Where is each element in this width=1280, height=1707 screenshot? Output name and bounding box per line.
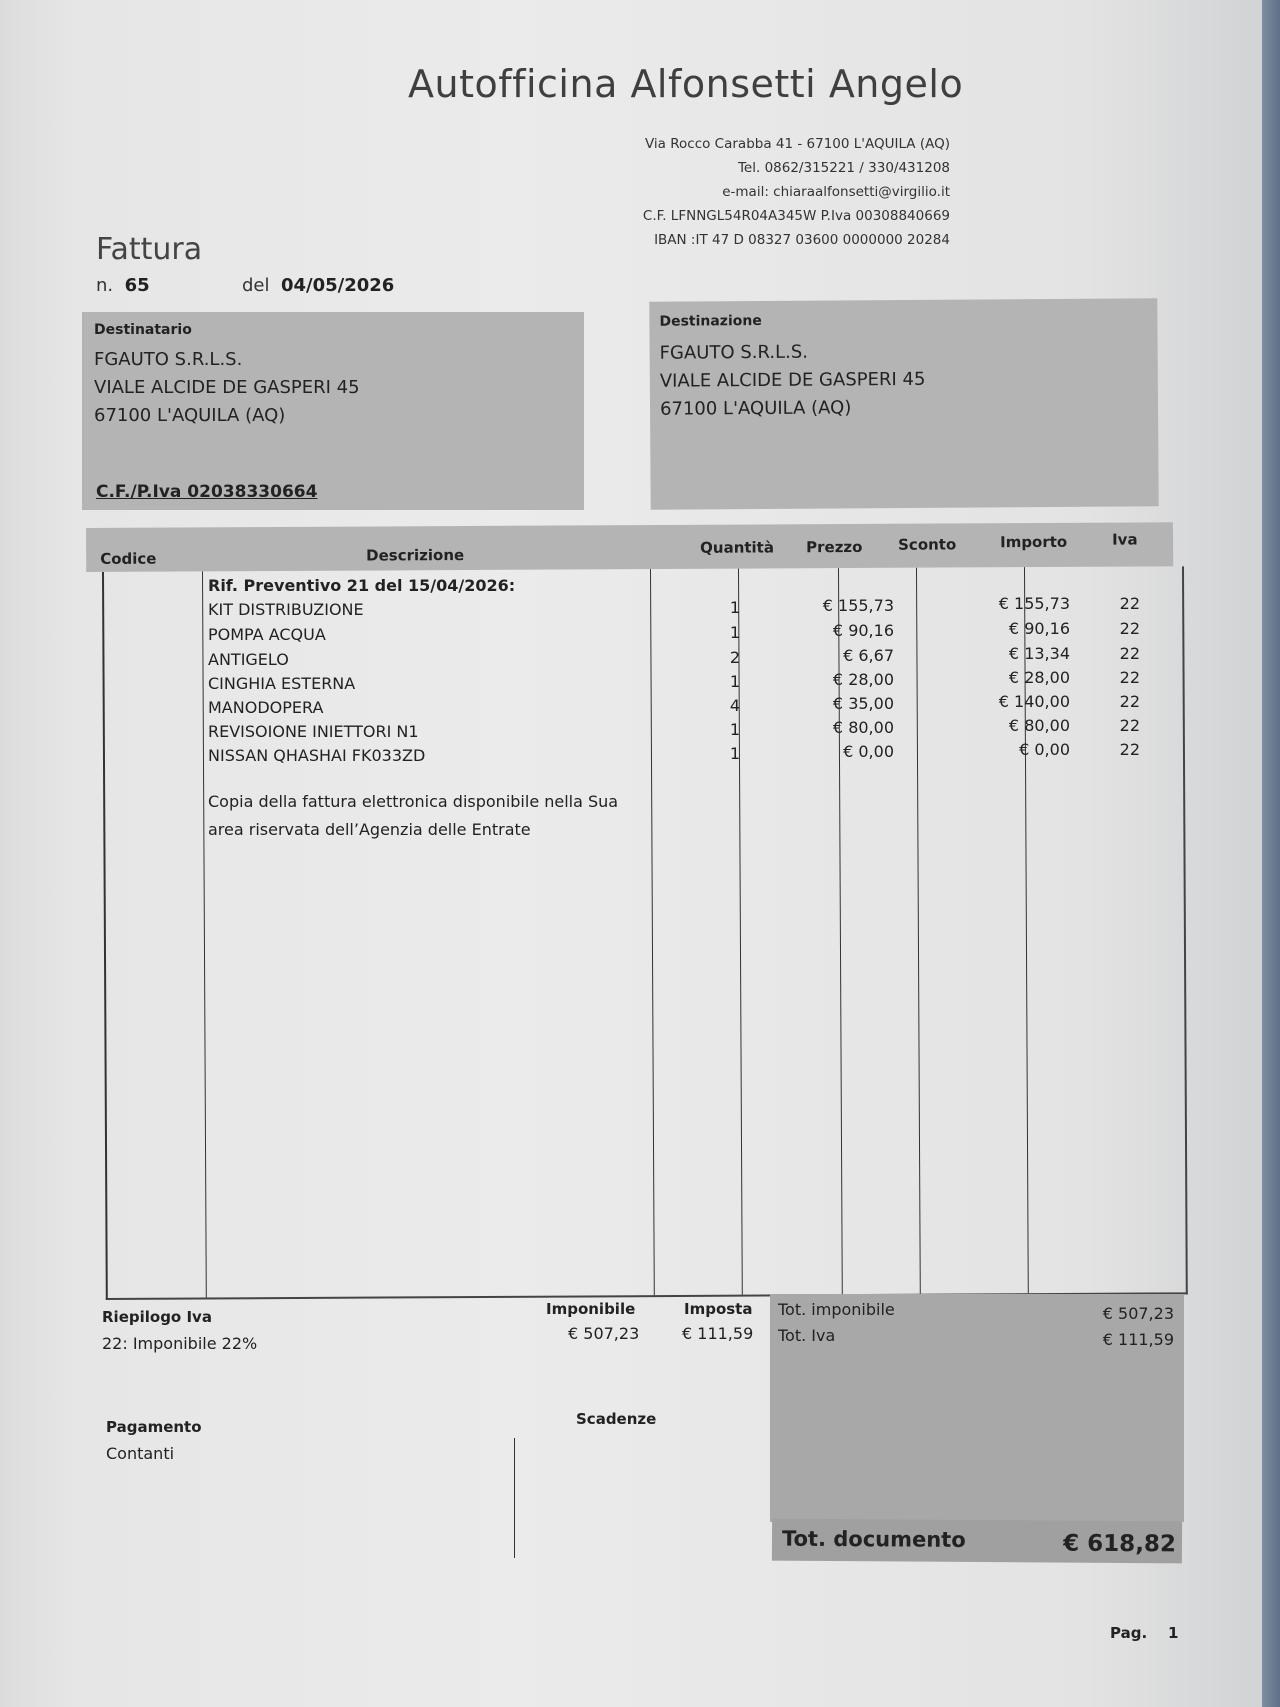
row-description: CINGHIA ESTERNA xyxy=(208,674,356,693)
recipient-street: VIALE ALCIDE DE GASPERI 45 xyxy=(94,377,360,398)
payment-method: Contanti xyxy=(106,1444,175,1463)
column-divider xyxy=(916,568,921,1294)
row-description: NISSAN QHASHAI FK033ZD xyxy=(208,746,426,765)
header-price: Prezzo xyxy=(806,537,863,557)
row-amount: € 80,00 xyxy=(1008,716,1070,735)
row-amount: € 140,00 xyxy=(998,692,1070,711)
document-total-value: € 618,82 xyxy=(1063,1530,1177,1558)
row-quantity: 4 xyxy=(729,696,740,715)
total-taxable-value: € 507,23 xyxy=(1102,1304,1174,1323)
page-label: Pag. xyxy=(1110,1624,1148,1642)
destination-street: VIALE ALCIDE DE GASPERI 45 xyxy=(659,368,926,392)
payment-label: Pagamento xyxy=(106,1418,202,1436)
reference-line: Rif. Preventivo 21 del 15/04/2026: xyxy=(208,576,516,595)
document-total-label: Tot. documento xyxy=(781,1526,966,1552)
row-price: € 0,00 xyxy=(843,742,894,761)
row-vat: 22 xyxy=(1119,594,1140,613)
page-indicator xyxy=(1110,1624,1178,1642)
header-amount: Importo xyxy=(1000,532,1068,552)
page-number: 1 xyxy=(1168,1624,1179,1642)
row-description: REVISOIONE INIETTORI N1 xyxy=(208,722,419,741)
row-amount: € 0,00 xyxy=(1019,740,1070,759)
recipient-city: 67100 L'AQUILA (AQ) xyxy=(94,405,286,426)
total-vat-label: Tot. Iva xyxy=(778,1326,836,1345)
column-divider xyxy=(202,571,207,1297)
row-vat: 22 xyxy=(1119,692,1140,711)
document-number-label: n. xyxy=(96,275,114,296)
document-number-value: 65 xyxy=(124,275,150,296)
company-phone: Tel. 0862/315221 / 330/431208 xyxy=(737,160,950,176)
table-header xyxy=(86,522,1173,572)
recipient-vat: C.F./P.Iva 02038330664 xyxy=(96,482,318,502)
row-quantity: 1 xyxy=(729,744,740,763)
row-vat: 22 xyxy=(1119,740,1140,759)
row-price: € 90,16 xyxy=(832,621,894,640)
vat-summary-line: 22: Imponibile 22% xyxy=(102,1334,258,1353)
row-description: KIT DISTRIBUZIONE xyxy=(208,600,364,619)
vat-summary-label: Riepilogo Iva xyxy=(102,1308,212,1326)
recipient-box xyxy=(82,312,584,510)
recipient-label: Destinatario xyxy=(94,322,192,338)
header-description: Descrizione xyxy=(366,546,465,565)
due-dates-label: Scadenze xyxy=(576,1410,657,1428)
row-vat: 22 xyxy=(1119,644,1140,663)
column-divider xyxy=(650,569,655,1295)
destination-city: 67100 L'AQUILA (AQ) xyxy=(659,397,852,420)
invoice-note-line-2: area riservata dell’Agenzia delle Entrate xyxy=(208,820,531,839)
destination-name: FGAUTO S.R.L.S. xyxy=(659,341,809,364)
destination-label: Destinazione xyxy=(659,312,762,330)
document-date xyxy=(242,275,394,296)
row-description: MANODOPERA xyxy=(208,698,324,717)
invoice-page xyxy=(10,0,1262,1707)
total-vat-value: € 111,59 xyxy=(1102,1330,1174,1349)
row-price: € 155,73 xyxy=(822,596,894,615)
background-edge xyxy=(1262,0,1280,1707)
vat-taxable-label: Imponibile xyxy=(546,1300,636,1318)
company-info xyxy=(570,132,950,252)
header-code: Codice xyxy=(100,549,157,568)
recipient-address xyxy=(94,346,360,430)
company-iban: IBAN :IT 47 D 08327 03600 0000000 20284 xyxy=(654,232,950,248)
row-quantity: 1 xyxy=(729,623,740,642)
company-address: Via Rocco Carabba 41 - 67100 L'AQUILA (AQ) xyxy=(644,136,950,152)
row-amount: € 90,16 xyxy=(1008,619,1070,638)
row-quantity: 1 xyxy=(729,672,740,691)
row-description: POMPA ACQUA xyxy=(208,625,326,644)
company-tax-ids: C.F. LFNNGL54R04A345W P.Iva 00308840669 xyxy=(642,208,950,224)
row-amount: € 13,34 xyxy=(1008,644,1070,663)
payment-divider xyxy=(514,1438,515,1558)
row-vat: 22 xyxy=(1119,716,1140,735)
totals-box xyxy=(770,1294,1184,1522)
header-discount: Sconto xyxy=(898,535,957,554)
total-taxable-label: Tot. imponibile xyxy=(778,1300,895,1319)
row-price: € 6,67 xyxy=(843,646,894,665)
destination-box xyxy=(649,298,1158,510)
row-description: ANTIGELO xyxy=(208,650,289,669)
row-amount: € 28,00 xyxy=(1008,668,1070,687)
destination-address xyxy=(660,338,926,424)
row-quantity: 1 xyxy=(729,720,740,739)
row-amount: € 155,73 xyxy=(998,594,1070,613)
recipient-name: FGAUTO S.R.L.S. xyxy=(94,349,243,370)
document-date-label: del xyxy=(242,275,270,296)
document-total-box xyxy=(772,1519,1182,1564)
row-vat: 22 xyxy=(1119,619,1140,638)
row-price: € 28,00 xyxy=(832,670,894,689)
invoice-note-line-1: Copia della fattura elettronica disponibile nella Sua xyxy=(208,792,619,811)
document-date-value: 04/05/2026 xyxy=(280,275,395,296)
header-vat: Iva xyxy=(1112,530,1138,549)
row-price: € 80,00 xyxy=(832,718,894,737)
company-email: e-mail: chiaraalfonsetti@virgilio.it xyxy=(722,184,950,200)
row-quantity: 2 xyxy=(729,648,740,667)
vat-tax-label: Imposta xyxy=(684,1300,753,1318)
document-title: Fattura xyxy=(96,232,203,267)
vat-tax-value: € 111,59 xyxy=(682,1324,754,1343)
row-vat: 22 xyxy=(1119,668,1140,687)
row-quantity: 1 xyxy=(729,598,740,617)
header-quantity: Quantità xyxy=(700,538,775,557)
row-price: € 35,00 xyxy=(832,694,894,713)
vat-taxable-value: € 507,23 xyxy=(568,1324,640,1343)
company-name: Autofficina Alfonsetti Angelo xyxy=(408,62,964,106)
document-number xyxy=(96,275,150,296)
